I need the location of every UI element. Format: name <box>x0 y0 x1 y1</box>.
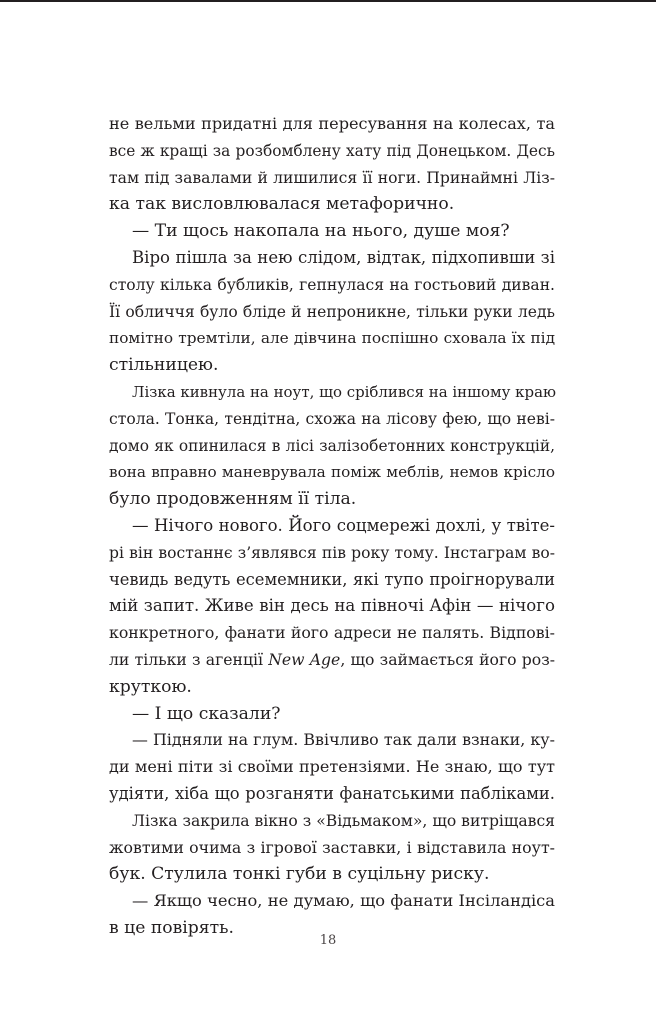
text-line: стільницею. <box>109 355 219 376</box>
text-line: столу кілька бубликів, гепнулася на гостьовий диван. <box>109 275 555 294</box>
text-line: — І що сказали? <box>132 703 281 724</box>
text-line: було продовженням її тіла. <box>109 489 357 510</box>
text-segment: , що займається його роз- <box>340 649 555 669</box>
text-line: в це повірять. <box>109 917 234 938</box>
text-line: не вельми придатні для пересування на колесах, та <box>109 114 555 133</box>
top-border-rule <box>0 0 656 2</box>
text-line <box>109 647 555 674</box>
text-line: Лізка закрила вікно з «Відьмаком», що витріщався <box>132 811 555 830</box>
page-number: 18 <box>319 933 337 948</box>
text-line: ка так висловлювалася метафорично. <box>109 194 455 215</box>
text-line: удіяти, хіба що розганяти фанатськими пабліками. <box>109 783 555 803</box>
text-line: стола. Тонка, тендітна, схожа на лісову фею, що неві- <box>109 409 555 428</box>
text-line: все ж кращі за розбомблену хату під Донецьком. Десь <box>109 141 555 160</box>
text-line: Віро пішла за нею слідом, відтак, підхопивши зі <box>132 247 555 267</box>
text-line: бук. Стулила тонкі губи в суцільну риску. <box>109 864 490 885</box>
text-line: помітно тремтіли, але дівчина поспішно сховала їх під <box>109 329 555 348</box>
agency-name: New Age <box>268 649 341 669</box>
text-line: рі він востаннє з’являвся пів року тому. Інстаграм во- <box>109 543 555 562</box>
text-line: — Якщо чесно, не думаю, що фанати Інсіландіса <box>132 891 555 911</box>
text-line: ди мені піти зі своїми претензіями. Не знаю, що тут <box>109 757 555 777</box>
text-line: жовтими очима з ігрової заставки, і відставила ноут- <box>109 837 555 857</box>
text-segment: ли тільки з агенції <box>109 649 269 669</box>
text-line: Її обличчя було бліде й непроникне, тільки руки ледь <box>109 302 555 321</box>
text-line: чевидь ведуть есемемники, які тупо проігнорували <box>109 569 555 589</box>
text-line: Лізка кивнула на ноут, що сріблився на іншому краю <box>132 382 556 401</box>
text-line: — Нічого нового. Його соцмережі дохлі, у твіте- <box>132 515 555 535</box>
text-line: — Ти щось накопала на нього, душе моя? <box>132 221 510 242</box>
text-line: домо як опинилася в лісі залізобетонних конструкцій, <box>109 436 555 455</box>
text-line: вона вправно маневрувала поміж меблів, немов крісло <box>109 463 555 482</box>
text-line: — Підняли на глум. Ввічливо так дали взнаки, ку- <box>132 730 555 750</box>
text-line: конкретного, фанати його адреси не палять. Відпові- <box>109 623 555 643</box>
text-line: мій запит. Живе він десь на півночі Афін — нічого <box>109 596 555 616</box>
text-line: там під завалами й лишилися її ноги. Принаймні Ліз- <box>109 168 555 187</box>
body-text <box>109 111 555 942</box>
text-line: круткою. <box>109 676 192 697</box>
